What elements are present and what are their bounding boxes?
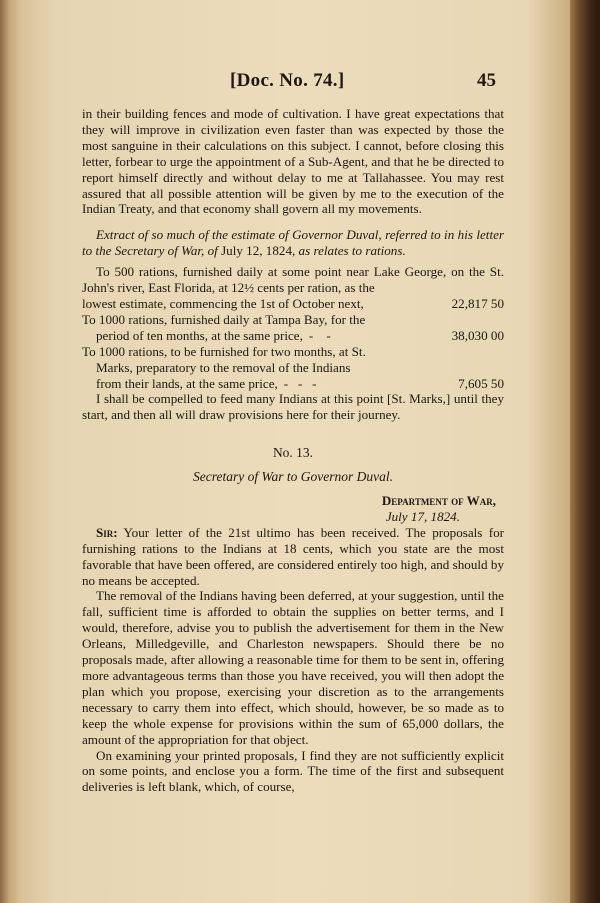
section-number: No. 13. — [272, 445, 314, 461]
extract-heading-date: July 12, 1824, — [221, 243, 296, 259]
running-head — [22, 70, 570, 94]
extract-heading-tail: as relates to rations. — [298, 243, 406, 259]
ration-item-1-line2: lowest estimate, commencing the 1st of October next, — [82, 295, 364, 311]
rations-table — [82, 264, 504, 391]
salutation: Sir: — [96, 524, 118, 540]
extract-closing-paragraph: I shall be compelled to feed many Indians at this point [St. Marks,] until they start, and then all will draw provisions here for their journey. — [82, 391, 504, 423]
page-number: 45 — [477, 70, 496, 91]
book-binding-edge — [570, 0, 600, 903]
doc-reference: [Doc. No. 74.] — [230, 70, 345, 91]
ration-item-3-line1: To 1000 rations, to be furnished for two months, at St. — [82, 343, 366, 359]
letter-paragraph-1 — [82, 525, 504, 589]
letter-paragraph-2: The removal of the Indians having been deferred, at your suggestion, until the fall, sufficient time is afforded to obtain the supplies on better terms, and I would, therefore, advise you to publish the advertisement for them in the New Orleans, Milledgeville, and Charleston newspapers. Should there be no proposals made, after allowing a reasonable time for them to be sent in, offering more advantageous terms than those you have received, you will then adopt the plan which you propose, exercising your discretion as to the arrangements necessary to carry them into effect, which should, however, be so made as to keep the whole expense for provisions within the sum of 65,000 dollars, the amount of the appropriation for that object. — [82, 588, 504, 747]
extract-heading-text: Extract of so much of the estimate of Governor Duval, referred to in his letter to the Secretary of War, of — [82, 227, 504, 259]
ration-item-2-line1: To 1000 rations, furnished daily at Tampa Bay, for the — [82, 311, 366, 327]
ration-row — [82, 312, 504, 328]
ration-amount-3: 7,605 50 — [458, 375, 504, 391]
department-heading: Department of War, — [381, 493, 496, 509]
letter-closing-paragraph: in their building fences and mode of cultivation. I have great expectations that they will improve in civilization even faster than was expected by those the most sanguine in their calculations on this subject. I cannot, before closing this letter, forbear to urge the appointment of a Sub-Agent, and that he be directed to report himself directly and without delay to me at Tallahassee. You may rest assured that all possible attention will be given by me to the execution of the Indian Treaty, and that economy shall govern all my movements. — [82, 106, 504, 217]
ration-item-2-line2: period of ten months, at the same price, — [96, 327, 303, 343]
ration-row: from their lands, at the same price, - - - 7,605 50 — [96, 375, 504, 391]
book-page — [22, 0, 570, 903]
ration-row — [82, 296, 504, 312]
ration-amount-2: 38,030 00 — [451, 327, 504, 343]
letter-date: July 17, 1824. — [385, 508, 460, 524]
extract-heading — [82, 227, 504, 259]
letter-paragraph-3: On examining your printed proposals, I find they are not sufficiently explicit on some points, and enclose you a form. The time of the first and subsequent deliveries is left blank, which, of course, — [82, 747, 504, 795]
ration-amount-1: 22,817 50 — [451, 295, 504, 311]
page-content — [82, 106, 504, 795]
ration-row: period of ten months, at the same price, - - 38,030 00 — [96, 327, 504, 343]
ration-item-1-line1: To 500 rations, furnished daily at some point near Lake George, on the St. John's river, East Florida, at 12½ cents per ration, as the — [82, 264, 504, 296]
letter-paragraph-1-text: Your letter of the 21st ultimo has been received. The proposals for furnishing rations to the Indians at 18 cents, which you state are the most favorable that have been offered, are considered entirely too high, and should by no means be accepted. — [82, 524, 504, 588]
ration-item-3-line3: from their lands, at the same price, — [96, 375, 278, 391]
ration-item-3-line2: Marks, preparatory to the removal of the Indians — [96, 359, 351, 375]
left-page-edge — [0, 0, 22, 903]
ration-row — [82, 344, 504, 360]
section-title: Secretary of War to Governor Duval. — [193, 469, 393, 485]
ration-row — [82, 360, 504, 376]
